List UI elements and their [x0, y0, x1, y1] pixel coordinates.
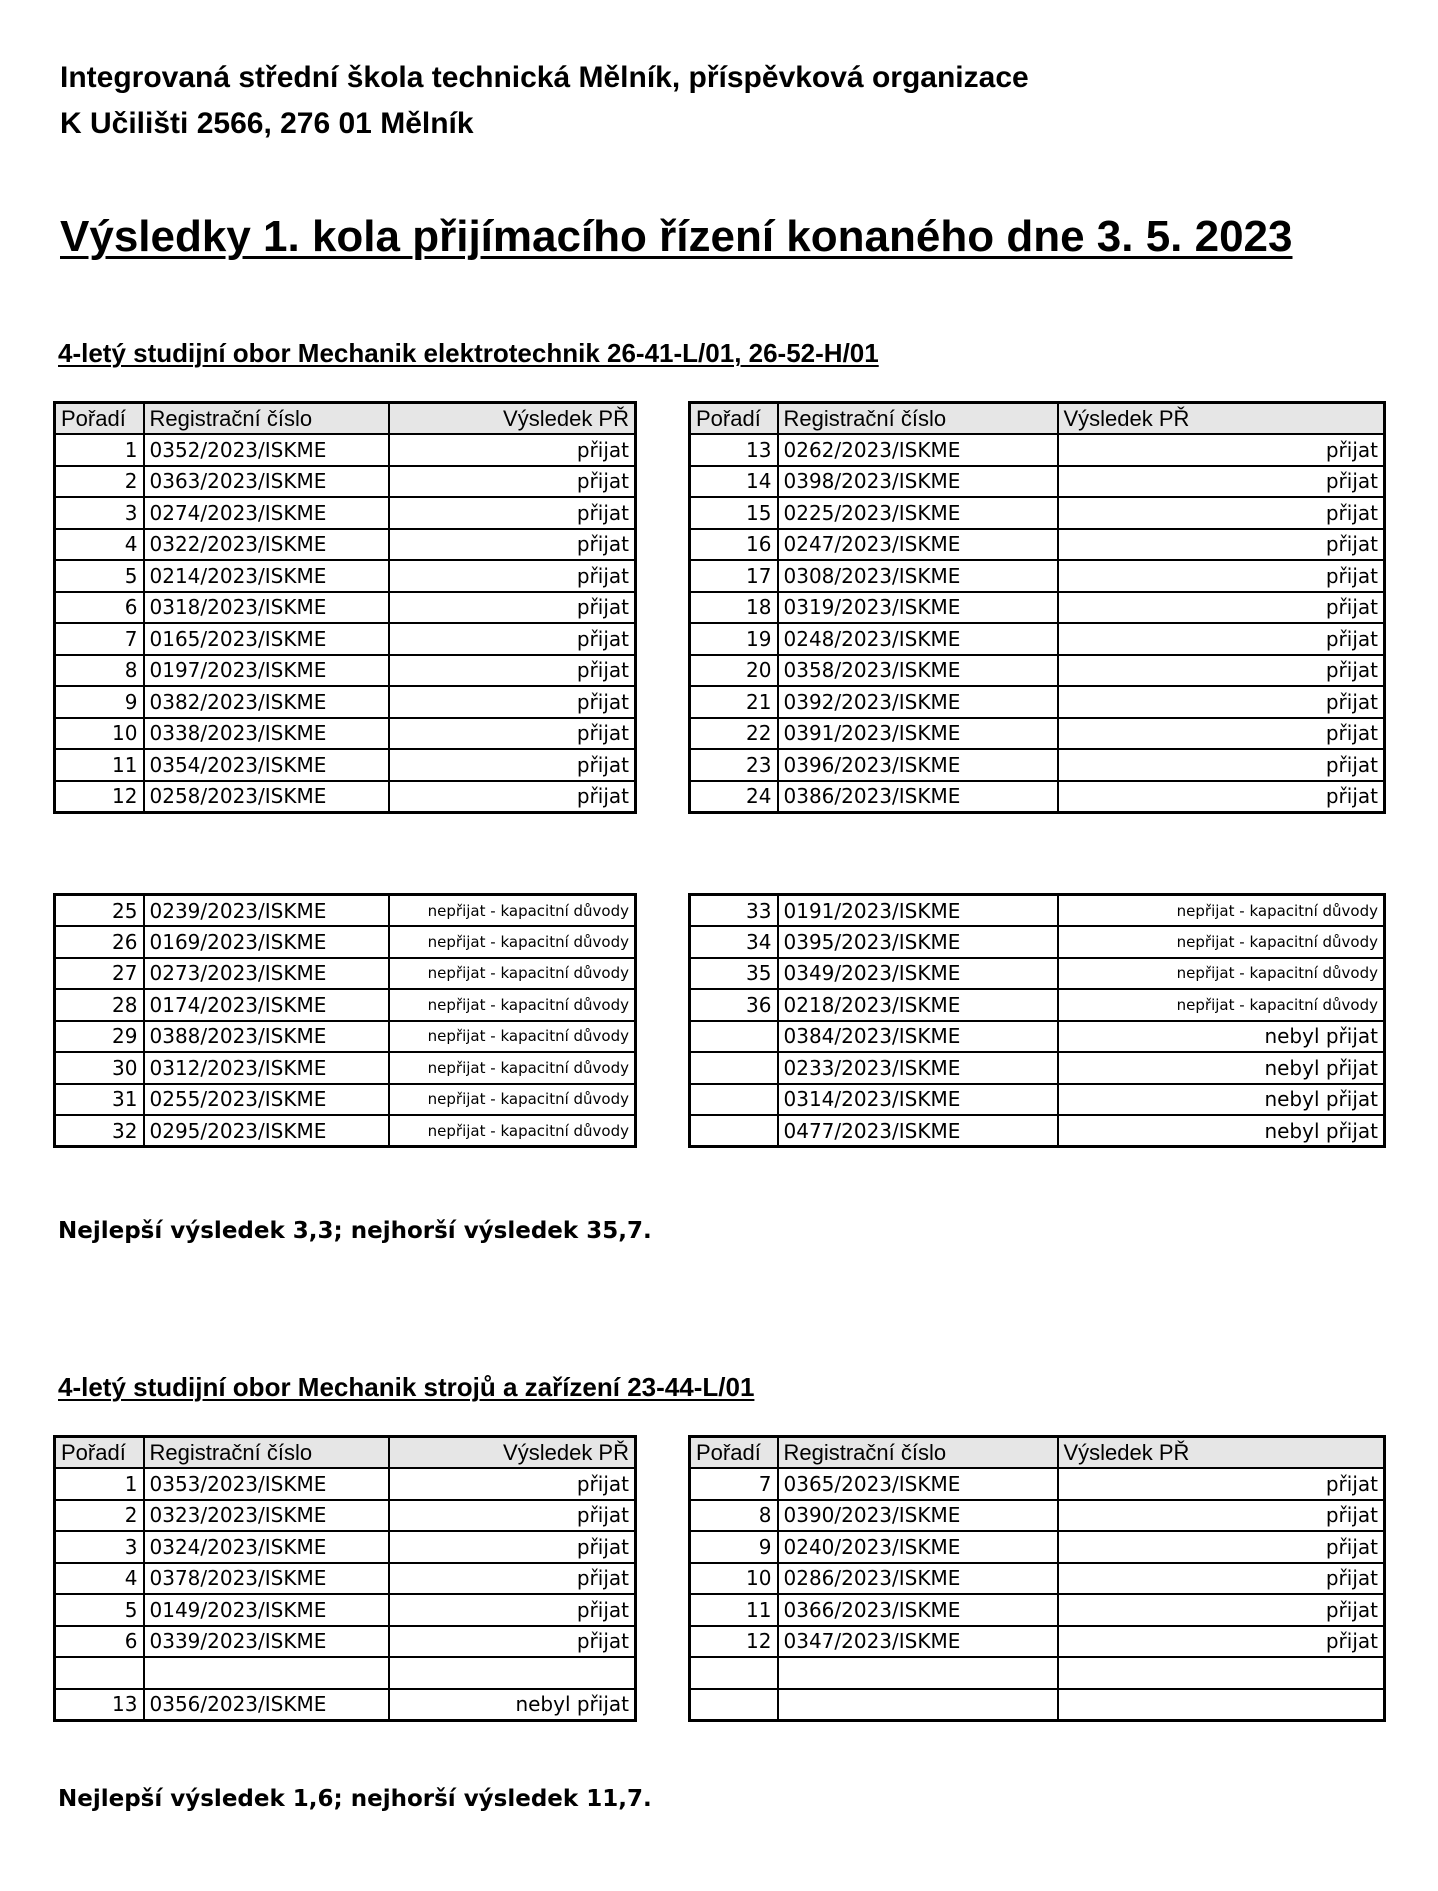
- result-cell: přijat: [389, 718, 636, 750]
- rank-cell: 22: [690, 718, 778, 750]
- rank-cell: 13: [55, 1689, 144, 1721]
- result-cell: nepřijat - kapacitní důvody: [389, 1021, 636, 1053]
- table-row: [690, 1084, 1385, 1116]
- result-cell: přijat: [389, 1500, 636, 1532]
- result-cell: přijat: [389, 466, 636, 498]
- rank-cell: 7: [690, 1468, 778, 1500]
- result-cell: nepřijat - kapacitní důvody: [389, 1052, 636, 1084]
- table-row: [690, 958, 1385, 990]
- result-cell: přijat: [1058, 529, 1385, 561]
- registration-number-cell: 0318/2023/ISKME: [144, 592, 389, 624]
- rank-cell: 15: [690, 497, 778, 529]
- result-cell: přijat: [389, 529, 636, 561]
- column-header-result: Výsledek PŘ: [389, 1437, 636, 1469]
- rank-cell: 2: [55, 466, 144, 498]
- result-cell: přijat: [1058, 560, 1385, 592]
- rank-cell: 18: [690, 592, 778, 624]
- table-row: [690, 1115, 1385, 1147]
- table-row: [690, 1468, 1385, 1500]
- table-row: [690, 1563, 1385, 1595]
- column-header-reg: Registrační číslo: [778, 403, 1058, 435]
- table-row: [55, 1052, 636, 1084]
- result-cell: nepřijat - kapacitní důvody: [389, 926, 636, 958]
- table-row: [690, 497, 1385, 529]
- registration-number-cell: 0365/2023/ISKME: [778, 1468, 1058, 1500]
- rank-cell: 4: [55, 1563, 144, 1595]
- registration-number-cell: 0308/2023/ISKME: [778, 560, 1058, 592]
- score-note-elektrotechnik: Nejlepší výsledek 3,3; nejhorší výsledek 35,7.: [58, 1218, 652, 1244]
- registration-number-cell: 0225/2023/ISKME: [778, 497, 1058, 529]
- table-row: [690, 1657, 1385, 1689]
- result-cell: nebyl přijat: [1058, 1084, 1385, 1116]
- result-cell: přijat: [1058, 686, 1385, 718]
- table-row: [690, 1689, 1385, 1721]
- registration-number-cell: 0349/2023/ISKME: [778, 958, 1058, 990]
- registration-number-cell: 0398/2023/ISKME: [778, 466, 1058, 498]
- registration-number-cell: [144, 1657, 389, 1689]
- result-cell: [1058, 1657, 1385, 1689]
- registration-number-cell: 0353/2023/ISKME: [144, 1468, 389, 1500]
- rank-cell: 11: [55, 749, 144, 781]
- result-cell: nepřijat - kapacitní důvody: [389, 958, 636, 990]
- registration-number-cell: 0255/2023/ISKME: [144, 1084, 389, 1116]
- registration-number-cell: 0323/2023/ISKME: [144, 1500, 389, 1532]
- page-title: Výsledky 1. kola přijímacího řízení konaného dne 3. 5. 2023: [60, 212, 1293, 261]
- rank-cell: 3: [55, 497, 144, 529]
- rank-cell: 1: [55, 1468, 144, 1500]
- rank-cell: 9: [690, 1531, 778, 1563]
- table-row: [55, 781, 636, 813]
- rank-cell: 19: [690, 623, 778, 655]
- rank-cell: 17: [690, 560, 778, 592]
- table-row: [690, 781, 1385, 813]
- column-header-rank: Pořadí: [690, 403, 778, 435]
- results-table-mechanik-stroju-left: [53, 1435, 637, 1722]
- result-cell: přijat: [1058, 718, 1385, 750]
- result-cell: přijat: [1058, 592, 1385, 624]
- rank-cell: 34: [690, 926, 778, 958]
- rank-cell: 5: [55, 560, 144, 592]
- registration-number-cell: 0356/2023/ISKME: [144, 1689, 389, 1721]
- section-heading-mechanik-stroju: 4-letý studijní obor Mechanik strojů a zařízení 23-44-L/01: [58, 1372, 755, 1402]
- registration-number-cell: 0273/2023/ISKME: [144, 958, 389, 990]
- result-cell: přijat: [389, 686, 636, 718]
- column-header-rank: Pořadí: [690, 1437, 778, 1469]
- table-row: [55, 1594, 636, 1626]
- result-cell: nepřijat - kapacitní důvody: [389, 989, 636, 1021]
- result-cell: přijat: [389, 655, 636, 687]
- rank-cell: 8: [690, 1500, 778, 1532]
- rank-cell: 20: [690, 655, 778, 687]
- result-cell: přijat: [1058, 749, 1385, 781]
- results-table-elektrotechnik-right: [688, 401, 1386, 814]
- table-row: [690, 926, 1385, 958]
- table-row: [55, 1531, 636, 1563]
- registration-number-cell: 0197/2023/ISKME: [144, 655, 389, 687]
- table-row: [55, 560, 636, 592]
- registration-number-cell: 0378/2023/ISKME: [144, 1563, 389, 1595]
- rank-cell: 12: [690, 1626, 778, 1658]
- rank-cell: 36: [690, 989, 778, 1021]
- registration-number-cell: 0338/2023/ISKME: [144, 718, 389, 750]
- result-cell: nepřijat - kapacitní důvody: [1058, 989, 1385, 1021]
- rank-cell: 6: [55, 592, 144, 624]
- table-row: [55, 1468, 636, 1500]
- registration-number-cell: 0258/2023/ISKME: [144, 781, 389, 813]
- rank-cell: 2: [55, 1500, 144, 1532]
- result-cell: nebyl přijat: [1058, 1052, 1385, 1084]
- table-row: [55, 1563, 636, 1595]
- rank-cell: 7: [55, 623, 144, 655]
- table-row: [55, 1657, 636, 1689]
- table-row: [690, 560, 1385, 592]
- result-cell: nepřijat - kapacitní důvody: [1058, 895, 1385, 927]
- rank-cell: 6: [55, 1626, 144, 1658]
- registration-number-cell: 0286/2023/ISKME: [778, 1563, 1058, 1595]
- table-row: [55, 497, 636, 529]
- registration-number-cell: 0324/2023/ISKME: [144, 1531, 389, 1563]
- result-cell: přijat: [1058, 655, 1385, 687]
- result-cell: nepřijat - kapacitní důvody: [389, 1084, 636, 1116]
- registration-number-cell: 0396/2023/ISKME: [778, 749, 1058, 781]
- table-row: [55, 1021, 636, 1053]
- rank-cell: 29: [55, 1021, 144, 1053]
- rank-cell: 16: [690, 529, 778, 561]
- rank-cell: [690, 1115, 778, 1147]
- registration-number-cell: 0395/2023/ISKME: [778, 926, 1058, 958]
- registration-number-cell: 0248/2023/ISKME: [778, 623, 1058, 655]
- registration-number-cell: 0295/2023/ISKME: [144, 1115, 389, 1147]
- table-row: [690, 1021, 1385, 1053]
- table-row: [55, 958, 636, 990]
- rank-cell: [55, 1657, 144, 1689]
- table-row: [55, 989, 636, 1021]
- rank-cell: 10: [55, 718, 144, 750]
- rank-cell: [690, 1052, 778, 1084]
- table-row: [55, 926, 636, 958]
- table-row: [690, 434, 1385, 466]
- table-row: [690, 1531, 1385, 1563]
- registration-number-cell: 0388/2023/ISKME: [144, 1021, 389, 1053]
- rank-cell: 8: [55, 655, 144, 687]
- table-row: [55, 749, 636, 781]
- result-cell: přijat: [389, 434, 636, 466]
- result-cell: nepřijat - kapacitní důvody: [1058, 926, 1385, 958]
- result-cell: přijat: [389, 560, 636, 592]
- rank-cell: 27: [55, 958, 144, 990]
- result-cell: nepřijat - kapacitní důvody: [389, 1115, 636, 1147]
- column-header-reg: Registrační číslo: [144, 1437, 389, 1469]
- result-cell: přijat: [389, 781, 636, 813]
- rank-cell: 10: [690, 1563, 778, 1595]
- results-table-elektrotechnik-rejected-left: [53, 893, 637, 1148]
- table-row: [690, 895, 1385, 927]
- rank-cell: 12: [55, 781, 144, 813]
- rank-cell: 33: [690, 895, 778, 927]
- result-cell: přijat: [1058, 1626, 1385, 1658]
- registration-number-cell: 0149/2023/ISKME: [144, 1594, 389, 1626]
- registration-number-cell: 0165/2023/ISKME: [144, 623, 389, 655]
- rank-cell: 4: [55, 529, 144, 561]
- registration-number-cell: 0386/2023/ISKME: [778, 781, 1058, 813]
- table-row: [55, 718, 636, 750]
- result-cell: přijat: [1058, 1563, 1385, 1595]
- table-row: [55, 1626, 636, 1658]
- section-heading-elektrotechnik: 4-letý studijní obor Mechanik elektrotechnik 26-41-L/01, 26-52-H/01: [58, 338, 879, 368]
- registration-number-cell: 0262/2023/ISKME: [778, 434, 1058, 466]
- results-table-elektrotechnik-left: [53, 401, 637, 814]
- result-cell: přijat: [389, 1594, 636, 1626]
- registration-number-cell: [778, 1657, 1058, 1689]
- table-row: [55, 1115, 636, 1147]
- registration-number-cell: 0239/2023/ISKME: [144, 895, 389, 927]
- result-cell: přijat: [1058, 781, 1385, 813]
- result-cell: přijat: [1058, 434, 1385, 466]
- registration-number-cell: 0339/2023/ISKME: [144, 1626, 389, 1658]
- column-header-reg: Registrační číslo: [144, 403, 389, 435]
- rank-cell: 14: [690, 466, 778, 498]
- registration-number-cell: 0391/2023/ISKME: [778, 718, 1058, 750]
- table-row: [690, 989, 1385, 1021]
- table-row: [55, 529, 636, 561]
- results-table-mechanik-stroju-right: [688, 1435, 1386, 1722]
- rank-cell: 1: [55, 434, 144, 466]
- rank-cell: [690, 1689, 778, 1721]
- table-row: [690, 1052, 1385, 1084]
- result-cell: přijat: [1058, 1500, 1385, 1532]
- column-header-reg: Registrační číslo: [778, 1437, 1058, 1469]
- result-cell: přijat: [389, 497, 636, 529]
- table-row: [690, 1594, 1385, 1626]
- rank-cell: 11: [690, 1594, 778, 1626]
- registration-number-cell: 0477/2023/ISKME: [778, 1115, 1058, 1147]
- result-cell: přijat: [389, 1626, 636, 1658]
- column-header-rank: Pořadí: [55, 1437, 144, 1469]
- rank-cell: [690, 1084, 778, 1116]
- table-row: [55, 1084, 636, 1116]
- result-cell: přijat: [389, 592, 636, 624]
- table-row: [690, 749, 1385, 781]
- registration-number-cell: 0358/2023/ISKME: [778, 655, 1058, 687]
- table-row: [690, 466, 1385, 498]
- result-cell: přijat: [1058, 1468, 1385, 1500]
- school-address: K Učilišti 2566, 276 01 Mělník: [60, 107, 474, 140]
- rank-cell: 13: [690, 434, 778, 466]
- result-cell: nebyl přijat: [1058, 1115, 1385, 1147]
- registration-number-cell: 0314/2023/ISKME: [778, 1084, 1058, 1116]
- table-row: [55, 1500, 636, 1532]
- registration-number-cell: 0174/2023/ISKME: [144, 989, 389, 1021]
- table-row: [690, 592, 1385, 624]
- result-cell: přijat: [1058, 497, 1385, 529]
- rank-cell: 3: [55, 1531, 144, 1563]
- result-cell: přijat: [1058, 623, 1385, 655]
- registration-number-cell: [778, 1689, 1058, 1721]
- table-row: [690, 686, 1385, 718]
- result-cell: přijat: [389, 1531, 636, 1563]
- rank-cell: 31: [55, 1084, 144, 1116]
- registration-number-cell: 0233/2023/ISKME: [778, 1052, 1058, 1084]
- registration-number-cell: 0352/2023/ISKME: [144, 434, 389, 466]
- column-header-result: Výsledek PŘ: [389, 403, 636, 435]
- registration-number-cell: 0218/2023/ISKME: [778, 989, 1058, 1021]
- result-cell: přijat: [389, 1468, 636, 1500]
- rank-cell: 23: [690, 749, 778, 781]
- table-row: [690, 1626, 1385, 1658]
- column-header-result: Výsledek PŘ: [1058, 403, 1385, 435]
- rank-cell: 9: [55, 686, 144, 718]
- result-cell: nepřijat - kapacitní důvody: [389, 895, 636, 927]
- result-cell: přijat: [389, 623, 636, 655]
- registration-number-cell: 0214/2023/ISKME: [144, 560, 389, 592]
- result-cell: [389, 1657, 636, 1689]
- table-row: [55, 592, 636, 624]
- rank-cell: [690, 1657, 778, 1689]
- table-row: [55, 623, 636, 655]
- result-cell: přijat: [1058, 1594, 1385, 1626]
- result-cell: přijat: [1058, 466, 1385, 498]
- registration-number-cell: 0312/2023/ISKME: [144, 1052, 389, 1084]
- result-cell: přijat: [1058, 1531, 1385, 1563]
- registration-number-cell: 0390/2023/ISKME: [778, 1500, 1058, 1532]
- table-row: [55, 466, 636, 498]
- rank-cell: 5: [55, 1594, 144, 1626]
- registration-number-cell: 0169/2023/ISKME: [144, 926, 389, 958]
- table-row: [55, 655, 636, 687]
- result-cell: přijat: [389, 749, 636, 781]
- registration-number-cell: 0392/2023/ISKME: [778, 686, 1058, 718]
- rank-cell: [690, 1021, 778, 1053]
- column-header-rank: Pořadí: [55, 403, 144, 435]
- registration-number-cell: 0347/2023/ISKME: [778, 1626, 1058, 1658]
- registration-number-cell: 0322/2023/ISKME: [144, 529, 389, 561]
- registration-number-cell: 0354/2023/ISKME: [144, 749, 389, 781]
- table-row: [55, 686, 636, 718]
- rank-cell: 32: [55, 1115, 144, 1147]
- rank-cell: 30: [55, 1052, 144, 1084]
- registration-number-cell: 0191/2023/ISKME: [778, 895, 1058, 927]
- result-cell: nebyl přijat: [1058, 1021, 1385, 1053]
- result-cell: nebyl přijat: [389, 1689, 636, 1721]
- results-table-elektrotechnik-rejected-right: [688, 893, 1386, 1148]
- table-row: [690, 655, 1385, 687]
- rank-cell: 21: [690, 686, 778, 718]
- rank-cell: 26: [55, 926, 144, 958]
- table-row: [55, 1689, 636, 1721]
- rank-cell: 24: [690, 781, 778, 813]
- table-row: [690, 529, 1385, 561]
- score-note-mechanik-stroju: Nejlepší výsledek 1,6; nejhorší výsledek 11,7.: [58, 1786, 652, 1812]
- registration-number-cell: 0363/2023/ISKME: [144, 466, 389, 498]
- table-row: [690, 623, 1385, 655]
- registration-number-cell: 0382/2023/ISKME: [144, 686, 389, 718]
- registration-number-cell: 0247/2023/ISKME: [778, 529, 1058, 561]
- registration-number-cell: 0240/2023/ISKME: [778, 1531, 1058, 1563]
- registration-number-cell: 0274/2023/ISKME: [144, 497, 389, 529]
- table-row: [690, 718, 1385, 750]
- school-name: Integrovaná střední škola technická Mělník, příspěvková organizace: [60, 61, 1029, 94]
- result-cell: přijat: [389, 1563, 636, 1595]
- rank-cell: 28: [55, 989, 144, 1021]
- table-row: [55, 895, 636, 927]
- column-header-result: Výsledek PŘ: [1058, 1437, 1385, 1469]
- result-cell: [1058, 1689, 1385, 1721]
- registration-number-cell: 0384/2023/ISKME: [778, 1021, 1058, 1053]
- rank-cell: 25: [55, 895, 144, 927]
- result-cell: nepřijat - kapacitní důvody: [1058, 958, 1385, 990]
- registration-number-cell: 0319/2023/ISKME: [778, 592, 1058, 624]
- table-row: [55, 434, 636, 466]
- rank-cell: 35: [690, 958, 778, 990]
- table-row: [690, 1500, 1385, 1532]
- registration-number-cell: 0366/2023/ISKME: [778, 1594, 1058, 1626]
